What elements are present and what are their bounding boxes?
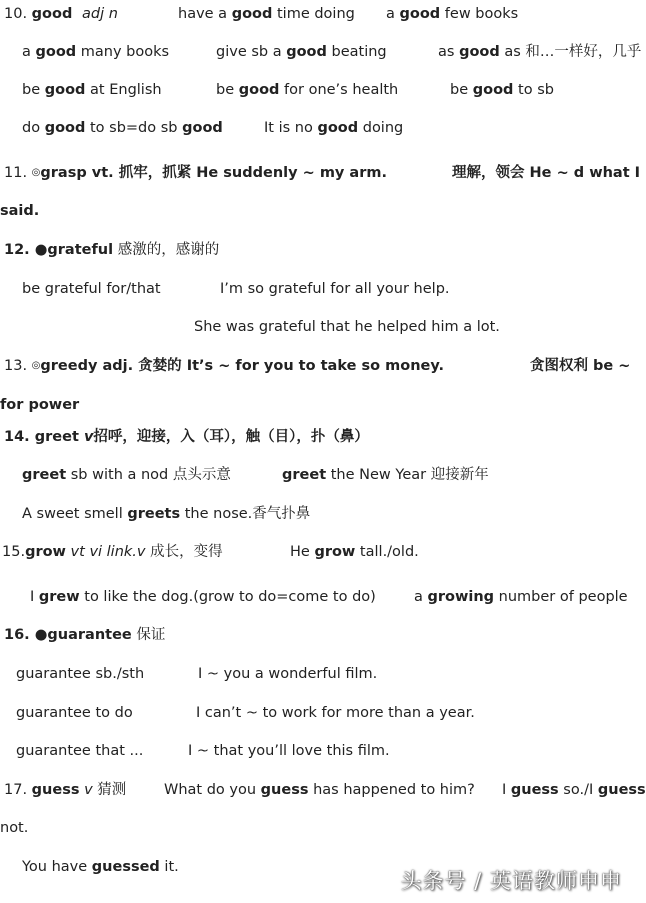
part-of-speech: vt vi link.v <box>65 544 146 560</box>
entry-number: 17. <box>4 782 32 798</box>
entry-10-row-3 <box>0 80 640 100</box>
entry-14-head <box>0 427 640 447</box>
collocation: give sb a good beating <box>216 44 387 60</box>
entry-17-row-1: You have guessed it. <box>22 859 179 875</box>
entry-12-head <box>0 240 640 260</box>
part-of-speech: v <box>79 782 93 798</box>
importance-mark-icon: ◎ <box>31 167 41 178</box>
headword-definition: grasp vt. 抓牢，抓紧 He suddenly ~ my arm. <box>40 165 387 181</box>
second-sense: 贪图权利 be ~ <box>530 358 631 374</box>
importance-dot-icon: ● <box>34 627 48 643</box>
collocation: be good to sb <box>450 82 554 98</box>
entry-17-cont: not. <box>0 820 29 836</box>
entry-16-row-3: guarantee that ... I ~ that you’ll love this film. <box>16 743 390 759</box>
entry-14-row-2: A sweet smell greets the nose.香气扑鼻 <box>22 506 311 522</box>
entry-number: 14. <box>4 429 35 445</box>
importance-dot-icon: ● <box>34 242 48 258</box>
entry-11-cont: said. <box>0 203 40 219</box>
example: I guess so./I guess <box>502 782 646 798</box>
entry-number: 16. <box>4 627 35 643</box>
importance-mark-icon: ◎ <box>31 360 41 371</box>
entry-16-row-2: guarantee to do I can’t ~ to work for more than a year. <box>16 705 475 721</box>
part-of-speech: adj n <box>82 6 118 22</box>
entry-15-head <box>0 542 640 562</box>
meaning: 招呼，迎接，入（耳），触（目），扑（鼻） <box>93 429 369 445</box>
headword: grateful <box>47 242 114 258</box>
collocation: It is no good doing <box>264 120 404 136</box>
collocation: a good many books <box>22 44 170 60</box>
collocation: be good at English <box>22 82 162 98</box>
second-sense: 理解，领会 He ~ d what I <box>452 165 641 181</box>
entry-number: 10. <box>4 6 32 22</box>
entry-number: 15. <box>2 544 26 560</box>
entry-number: 12. <box>4 242 35 258</box>
headword: guarantee <box>47 627 132 643</box>
meaning: 保证 <box>131 627 166 643</box>
collocation: do good to sb=do sb good <box>22 120 223 136</box>
entry-13-head <box>0 356 640 376</box>
entry-16-head <box>0 625 640 645</box>
entry-12-row-1: be grateful for/that I’m so grateful for all your help. <box>22 281 450 297</box>
entry-10-head <box>0 4 640 24</box>
meaning: 猜测 <box>92 782 127 798</box>
entry-number: 13. <box>4 358 32 374</box>
collocation: a good few books <box>386 6 519 22</box>
meaning: 成长，变得 <box>145 544 223 560</box>
entry-14-row-1: greet sb with a nod 点头示意 greet the New Year 迎接新年 <box>22 467 489 483</box>
entry-16-row-1: guarantee sb./sth I ~ you a wonderful film. <box>16 666 378 682</box>
headword: grow <box>25 544 66 560</box>
entry-number: 11. <box>4 165 32 181</box>
part-of-speech: v <box>78 429 94 445</box>
meaning: 感激的，感谢的 <box>113 242 220 258</box>
example: What do you guess has happened to him? <box>164 782 475 798</box>
example: He grow tall./old. <box>290 544 419 560</box>
headword-definition: greedy adj. 贪婪的 It’s ~ for you to take so money. <box>40 358 444 374</box>
headword: greet <box>34 429 79 445</box>
entry-10-row-2 <box>0 42 640 62</box>
collocation: have a good time doing <box>178 6 355 22</box>
entry-10-row-4 <box>0 118 640 138</box>
headword: guess <box>31 782 80 798</box>
entry-13-cont: for power <box>0 397 80 413</box>
headword: good <box>31 6 73 22</box>
entry-11-head <box>0 163 640 183</box>
entry-12-row-2: She was grateful that he helped him a lot. <box>194 319 500 335</box>
entry-15-row-1: I grew to like the dog.(grow to do=come to do) a growing number of people <box>30 589 628 605</box>
entry-17-head <box>0 780 646 800</box>
watermark: 头条号 / 英语教师申申 <box>400 869 622 893</box>
collocation: be good for one’s health <box>216 82 399 98</box>
collocation: as good as 和…一样好，几乎 <box>438 44 642 60</box>
